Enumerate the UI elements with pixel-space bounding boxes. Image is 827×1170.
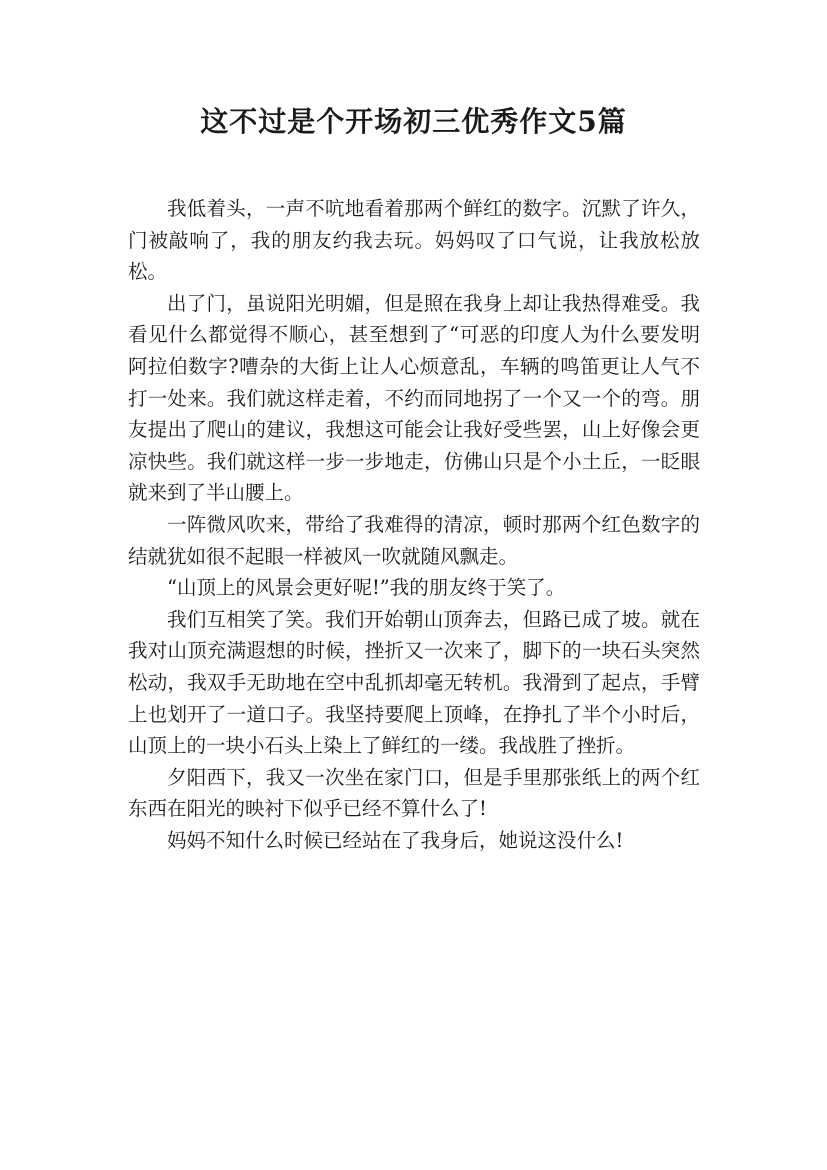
paragraph: 我们互相笑了笑。我们开始朝山顶奔去，但路已成了坡。就在我对山顶充满遐想的时候，挫折又一次来了，脚下的一块石头突然松动，我双手无助地在空中乱抓却毫无转机。我滑到了起点，手臂上也划开了一道口子。我坚持要爬上顶峰，在挣扎了半个小时后，山顶上的一块小石头上染上了鲜红的一缕。我战胜了挫折。 — [128, 607, 700, 758]
document-title: 这不过是个开场初三优秀作文5篇 — [200, 105, 627, 138]
paragraph: “山顶上的风景会更好呢!”我的朋友终于笑了。 — [167, 576, 566, 600]
paragraph: 我低着头，一声不吭地看着那两个鲜红的数字。沉默了许久，门被敲响了，我的朋友约我去玩。妈妈叹了口气说，让我放松放松。 — [128, 197, 700, 284]
paragraph: 夕阳西下，我又一次坐在家门口，但是手里那张纸上的两个红东西在阳光的映衬下似乎已经不算什么了! — [128, 765, 700, 821]
paragraph: 妈妈不知什么时候已经站在了我身后，她说这没什么! — [167, 828, 624, 852]
paragraph: 一阵微风吹来，带给了我难得的清凉，顿时那两个红色数字的结就犹如很不起眼一样被风一吹就随风飘走。 — [128, 512, 700, 568]
document-body — [128, 193, 700, 856]
paragraph: 出了门，虽说阳光明媚，但是照在我身上却让我热得难受。我看见什么都觉得不顺心，甚至想到了“可恶的印度人为什么要发明阿拉伯数字?嘈杂的大街上让人心烦意乱，车辆的鸣笛更让人气不打一处来。我们就这样走着，不约而同地拐了一个又一个的弯。朋友提出了爬山的建议，我想这可能会让我好受些罢，山上好像会更凉快些。我们就这样一步一步地走，仿佛山只是个小土丘，一眨眼就来到了半山腰上。 — [128, 291, 700, 505]
